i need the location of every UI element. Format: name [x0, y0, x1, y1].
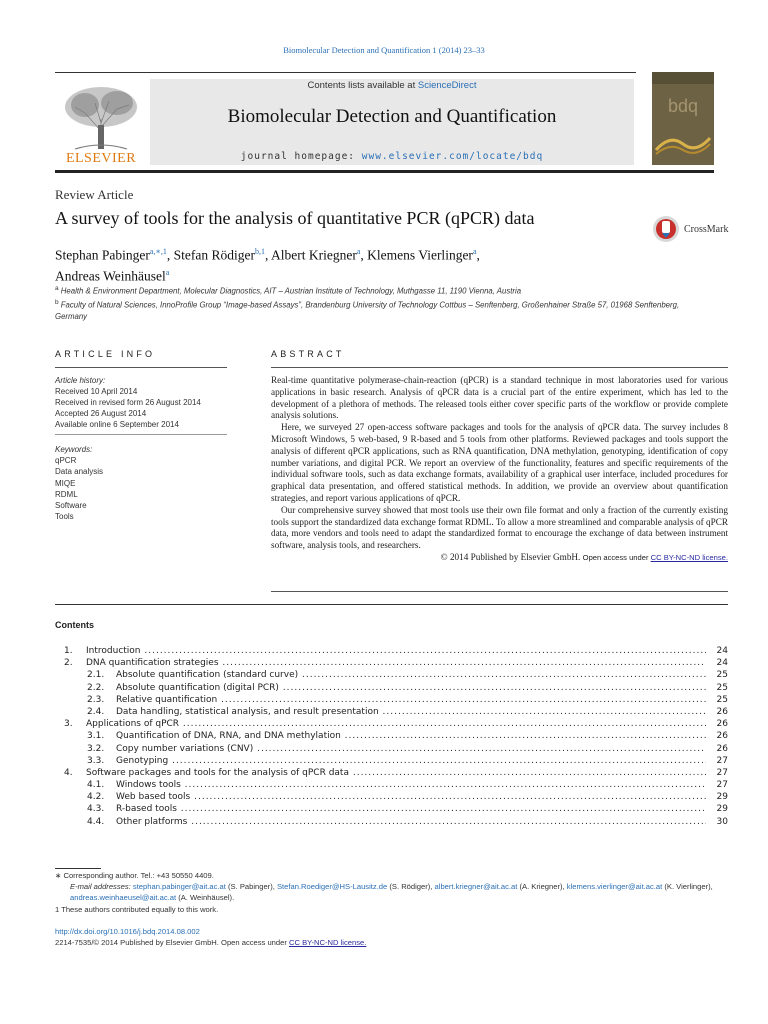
toc-entry[interactable]: [55, 730, 728, 742]
toc-title[interactable]: Applications of qPCR .....: [86, 718, 706, 730]
article-title: A survey of tools for the analysis of quantitative PCR (qPCR) data: [55, 208, 535, 228]
keywords: [55, 444, 227, 522]
toc-page-number: 25: [716, 694, 728, 705]
email-link[interactable]: Stefan.Roediger@HS-Lausitz.de: [276, 882, 388, 892]
toc-page-number: 26: [716, 706, 728, 717]
running-header[interactable]: Biomolecular Detection and Quantification 1 (2014) 23–33: [283, 45, 485, 55]
keyword: MIQE: [55, 478, 76, 488]
toc-number: 4.4.: [87, 816, 105, 827]
toc-number: 4.: [64, 767, 73, 778]
toc-number: 3.2.: [87, 743, 105, 754]
affiliation-text: Health & Environment Department, Molecular Diagnostics, AIT – Austrian Institute of Technology, Muthgasse 11, 1190 Vienna, Austria: [58, 286, 522, 296]
table-of-contents: [55, 645, 728, 828]
email-label: E-mail addresses:: [70, 882, 133, 892]
toc-title[interactable]: Quantification of DNA, RNA, and DNA methylation .....: [116, 730, 706, 742]
toc-entry[interactable]: [55, 743, 728, 755]
toc-entry[interactable]: [55, 718, 728, 730]
abstract-body: [271, 375, 728, 564]
author-affiliation-marker[interactable]: a: [356, 247, 361, 256]
history-online: Available online 6 September 2014: [55, 420, 179, 429]
author-affiliation-marker[interactable]: a,∗,1: [149, 247, 167, 256]
toc-entry[interactable]: [55, 791, 728, 803]
toc-title[interactable]: Genotyping .....: [116, 755, 706, 767]
affiliation-marker: b: [55, 299, 59, 307]
homepage-prefix: journal homepage:: [240, 151, 362, 162]
issn-text: 2214-7535/© 2014 Published by Elsevier GmbH.: [55, 938, 219, 947]
toc-title[interactable]: Other platforms .....: [116, 816, 706, 828]
abstract-heading: ABSTRACT: [271, 349, 345, 359]
toc-title[interactable]: Absolute quantification (standard curve) .....: [116, 669, 706, 681]
toc-page-number: 24: [716, 646, 728, 656]
author-affiliation-marker[interactable]: a: [472, 247, 477, 256]
toc-page-number: 25: [716, 670, 728, 681]
affiliation: [55, 283, 695, 297]
toc-entry[interactable]: [55, 694, 728, 706]
author-separator: ,: [360, 247, 368, 263]
journal-cover-thumbnail[interactable]: [652, 72, 714, 165]
toc-number: 2.3.: [87, 694, 105, 705]
affiliation: [55, 297, 695, 323]
toc-number: 2.4.: [87, 706, 105, 717]
toc-page-number: 24: [716, 658, 728, 669]
toc-number: 3.1.: [87, 731, 105, 742]
corresponding-author-note: ∗ Corresponding author. Tel.: +43 50550 4409.: [55, 871, 214, 880]
toc-title[interactable]: Software packages and tools for the analysis of qPCR data .....: [86, 767, 706, 779]
keywords-rule: [55, 434, 227, 435]
keywords-label: Keywords:: [55, 445, 93, 454]
publisher-name: ELSEVIER: [65, 151, 137, 166]
toc-entry[interactable]: [55, 669, 728, 681]
toc-entry[interactable]: [55, 803, 728, 815]
article-info-rule: [55, 367, 227, 368]
contents-heading: Contents: [55, 620, 94, 630]
toc-number: 4.2.: [87, 792, 105, 803]
history-label: Article history:: [55, 376, 106, 385]
abstract-copyright-line: [271, 552, 728, 564]
toc-entry[interactable]: [55, 657, 728, 669]
abstract-paragraph: Our comprehensive survey showed that most tools use their own file format and only a fraction of the currently existing tools support the standardized data exchange format RDML. To allow a more streamlined and comparable analysis of qPCR data, more vendors and tools need to adapt the standardized format to encourage the exchange of data between instrument software, analysis tools, and researchers.: [271, 504, 728, 551]
toc-page-number: 27: [716, 780, 728, 791]
email-owner: (S. Rödiger),: [387, 882, 435, 892]
toc-page-number: 30: [716, 816, 728, 827]
journal-homepage-line: [150, 151, 634, 162]
keyword: qPCR: [55, 456, 77, 466]
doi-link[interactable]: http://dx.doi.org/10.1016/j.bdq.2014.08.002: [55, 927, 200, 936]
toc-title[interactable]: Relative quantification .....: [116, 694, 706, 706]
toc-entry[interactable]: [55, 816, 728, 828]
email-owner: (S. Pabinger),: [225, 882, 277, 892]
author-separator: ,: [166, 247, 174, 263]
email-link[interactable]: andreas.weinhaeusel@ait.ac.at: [70, 893, 177, 903]
email-link[interactable]: klemens.vierlinger@ait.ac.at: [566, 882, 663, 892]
toc-page-number: 26: [716, 719, 728, 730]
author-name: Stephan Pabinger: [55, 247, 150, 263]
author-name: Klemens Vierlinger: [367, 247, 473, 263]
history-revised: Received in revised form 26 August 2014: [55, 398, 201, 407]
author-name: Andreas Weinhäusel: [55, 268, 166, 283]
author-affiliation-marker[interactable]: b,1: [254, 247, 265, 256]
header-rule: [55, 72, 636, 73]
toc-page-number: 26: [716, 731, 728, 742]
toc-title[interactable]: Copy number variations (CNV) .....: [116, 743, 706, 755]
journal-title: Biomolecular Detection and Quantification: [227, 106, 557, 127]
contents-available-line: [150, 80, 634, 91]
toc-number: 3.3.: [87, 755, 105, 766]
email-link[interactable]: albert.kriegner@ait.ac.at: [434, 882, 518, 892]
toc-page-number: 26: [716, 743, 728, 754]
toc-number: 4.3.: [87, 804, 105, 815]
toc-page-number: 29: [716, 804, 728, 815]
contents-top-rule: [55, 604, 728, 605]
toc-entry[interactable]: [55, 767, 728, 779]
toc-number: 2.1.: [87, 670, 105, 681]
author-separator: ,: [476, 247, 480, 263]
abstract-rule: [271, 367, 728, 368]
issn-oa-prefix: Open access under: [221, 938, 289, 947]
toc-title[interactable]: Data handling, statistical analysis, and result presentation .....: [116, 706, 706, 718]
toc-title[interactable]: Absolute quantification (digital PCR) .....: [116, 682, 706, 694]
license-link[interactable]: CC BY-NC-ND license.: [650, 552, 728, 562]
author-list: [55, 243, 645, 284]
abstract-bottom-rule: [271, 591, 728, 592]
keyword: Tools: [55, 512, 74, 522]
toc-title[interactable]: Web based tools .....: [116, 791, 706, 803]
abstract-paragraph: Here, we surveyed 27 open-access software packages and tools for the analysis of qPCR data. The survey includes 8 Microsoft Windows, 5 web-based, 9 R-based and 5 tools from other platforms. Reviewed packages and tools support the analysis of different qPCR applications, such as RNA quantification, DNA methylation, genotyping, identification of copy number variations, and digital PCR. We report an overview of the functionality, features and specific requirements of the individual software tools, such as data exchange formats, availability of a graphical user interface, included procedures for graphical data presentation, and offered statistical methods. In addition, we provide an overview about quantification strategies, and report various applications of qPCR.: [271, 422, 728, 503]
author-name: Stefan Rödiger: [173, 247, 255, 263]
issn-license-link[interactable]: CC BY-NC-ND license.: [289, 938, 367, 947]
email-link[interactable]: stephan.pabinger@ait.ac.at: [132, 882, 226, 892]
cover-bdq-text: bdq: [667, 96, 699, 116]
history-accepted: Accepted 26 August 2014: [55, 409, 147, 418]
crossmark-label[interactable]: CrossMark: [684, 224, 729, 235]
copyright-text: © 2014 Published by Elsevier GmbH.: [440, 551, 581, 562]
equal-contribution-note: 1 These authors contributed equally to this work.: [55, 904, 219, 914]
toc-number: 2.2.: [87, 682, 105, 693]
author-affiliation-marker[interactable]: a: [165, 267, 170, 277]
author-separator: ,: [264, 247, 271, 263]
toc-entry[interactable]: [55, 755, 728, 767]
toc-page-number: 29: [716, 792, 728, 803]
email-owner: (K. Vierlinger),: [662, 882, 713, 892]
sciencedirect-link[interactable]: ScienceDirect: [417, 80, 477, 91]
keyword: RDML: [55, 489, 78, 499]
affiliations: [55, 283, 695, 323]
toc-number: 2.: [64, 658, 73, 669]
footnote-rule: [55, 868, 101, 869]
toc-entry[interactable]: [55, 645, 728, 657]
issn-line: [55, 938, 366, 947]
toc-page-number: 27: [716, 755, 728, 766]
abstract-paragraph: Real-time quantitative polymerase-chain-reaction (qPCR) is a standard technique in most laboratories used for various applications in basic research. Analysis of qPCR data is a crucial part of the entire experiment, which has led to the development of a plethora of methods. The released tools either cover specific parts of the workflow or provide complete analysis solutions.: [271, 375, 728, 421]
toc-title[interactable]: Windows tools .....: [116, 779, 706, 791]
article-info-heading: ARTICLE INFO: [55, 349, 156, 359]
toc-page-number: 25: [716, 682, 728, 693]
history-received: Received 10 April 2014: [55, 387, 138, 396]
author-name: Albert Kriegner: [270, 247, 357, 263]
keyword: Software: [55, 501, 87, 511]
footnotes: [55, 870, 728, 915]
email-owner: (A. Kriegner),: [517, 882, 567, 892]
email-owner: (A. Weinhäusel).: [176, 893, 235, 903]
affiliation-marker: a: [55, 285, 59, 292]
toc-title[interactable]: R-based tools .....: [116, 803, 706, 815]
toc-number: 4.1.: [87, 780, 105, 791]
toc-number: 1.: [64, 646, 73, 656]
toc-title[interactable]: Introduction .....: [86, 645, 706, 657]
toc-entry[interactable]: [55, 682, 728, 694]
toc-page-number: 27: [716, 767, 728, 778]
email-addresses: [55, 881, 728, 903]
article-type: Review Article: [55, 187, 134, 202]
affiliation-text: Faculty of Natural Sciences, InnoProfile Group “Image-based Assays”, Brandenburg University of Technology Cottbus – Senftenberg, Großenhainer Straße 57, 01968 Senftenberg, Germany: [55, 300, 680, 322]
toc-title[interactable]: DNA quantification strategies .....: [86, 657, 706, 669]
toc-entry[interactable]: [55, 706, 728, 718]
masthead-rule: [55, 170, 714, 173]
open-access-prefix: Open access under: [582, 552, 651, 562]
toc-entry[interactable]: [55, 779, 728, 791]
keyword: Data analysis: [55, 467, 104, 477]
toc-number: 3.: [64, 719, 73, 730]
contents-prefix: Contents lists available at: [307, 80, 418, 91]
homepage-link[interactable]: www.elsevier.com/locate/bdq: [361, 151, 544, 162]
article-history: [55, 375, 227, 430]
